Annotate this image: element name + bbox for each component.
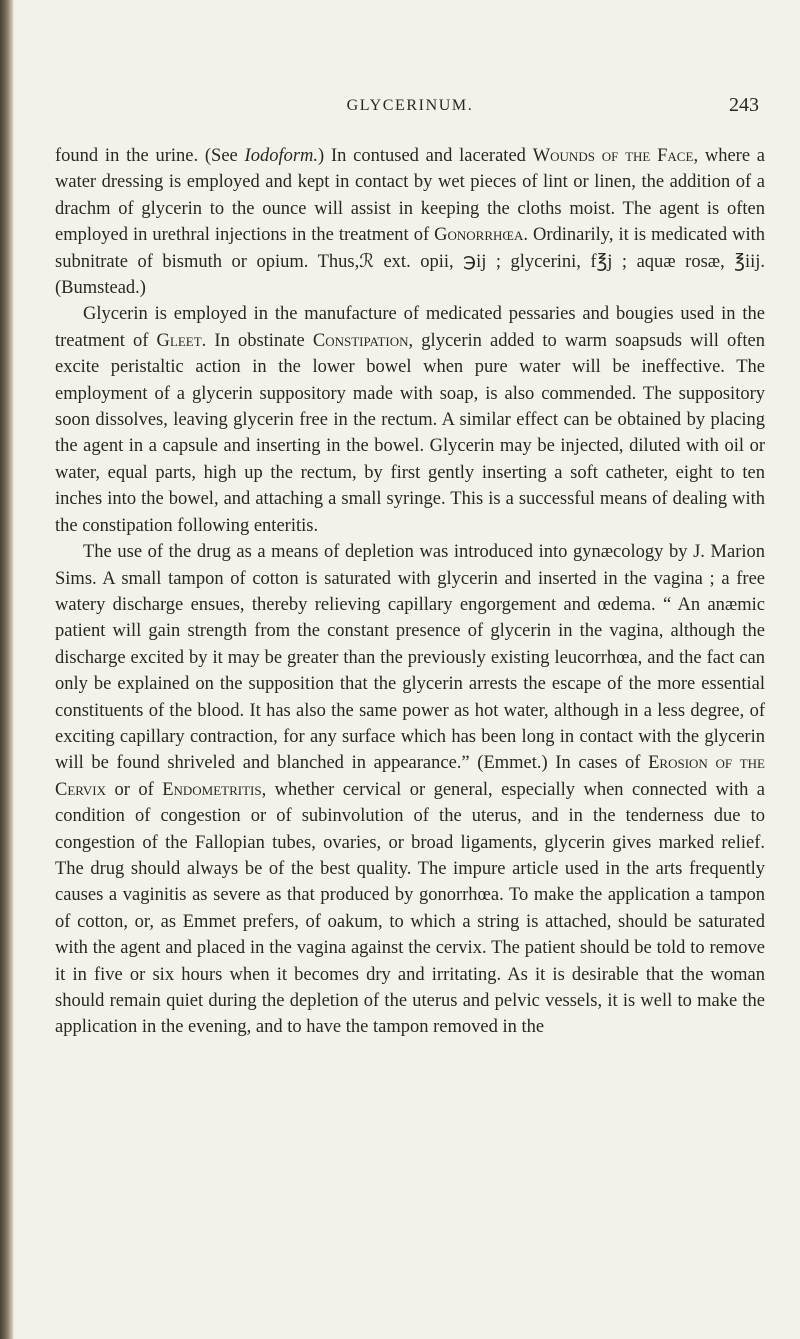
page-number: 243 (729, 94, 759, 116)
paragraph-wounds-gonorrhoea (55, 143, 765, 301)
small-caps-term: Endometritis (162, 779, 262, 800)
text-run: ) In contused and lacerated (318, 146, 533, 166)
book-page (55, 0, 765, 1339)
text-run: found in the urine. (See (55, 146, 245, 166)
small-caps-term: Constipation (312, 330, 409, 351)
small-caps-term: Erosion of the Cervix (55, 753, 765, 800)
text-run: or of (106, 779, 163, 800)
text-run: , where a water dressing is employed and kept in contact by wet pieces of lint or linen, the addition of a drachm of glycerin to the ounce will assist in keeping the cloths moist. The agent is often employed in urethral injections in the treatment of (55, 146, 766, 246)
small-caps-term: Gonorrhœa (434, 225, 524, 246)
small-caps-term: Wounds of the Face (532, 146, 694, 166)
body-text (55, 143, 765, 1041)
paragraph-gynaecology (55, 539, 765, 1041)
text-run: , glycerin added to warm soapsuds will often excite peristaltic action in the lower bowel when pure water will be ineffective. The employment of a glycerin suppository made with soap, is also commended. The suppository soon dissolves, leaving glycerin free in the rectum. A similar effect can be obtained by placing the agent in a capsule and inserting in the bowel. Glycerin may be injected, diluted with oil or water, equal parts, high up the rectum, by first gently inserting a soft catheter, eight to ten inches into the bowel, and attaching a small syringe. This is a successful means of dealing with the constipation following enteritis. (55, 330, 765, 536)
text-run: The use of the drug as a means of depletion was introduced into gynæcology by J. Marion Sims. A small tampon of cotton is saturated with glycerin and inserted in the vagina ; a free watery discharge ensues, thereby relieving capillary engorgement and œdema. “ An anæmic patient will gain strength from the constant presence of glycerin in the vagina, although the discharge excited by it may be greater than the previously existing leucorrhœa, and the fact can only be explained on the supposition that the glycerin arrests the escape of the more essential constituents of the blood. It has also the same power as hot water, although in a less degree, of exciting capillary contraction, for any surface which has been long in contact with the glycerin will be found shriveled and blanched in appearance.” (Emmet.) In cases of (55, 542, 765, 774)
paragraph-gleet-constipation (55, 301, 765, 539)
running-title: GLYCERINUM. (346, 97, 474, 114)
text-run: . Ordinarily, it is medicated with subnitrate of bismuth or opium. Thus,ℛ ext. opii, ℈ij ; glycerini, f℥j ; aquæ rosæ, ℥iij. (Bumstead.) (55, 225, 765, 299)
running-head (55, 94, 765, 123)
text-run: , whether cervical or general, especially when connected with a condition of congestion or of subinvolution of the uterus, and in the tenderness due to congestion of the Fallopian tubes, ovaries, or broad ligaments, glycerin gives marked relief. The drug should always be of the best quality. The impure article used in the arts frequently causes a vaginitis as severe as that produced by gonorrhœa. To make the application a tampon of cotton, or, as Emmet prefers, of oakum, to which a string is attached, should be saturated with the agent and placed in the vagina against the cervix. The patient should be told to remove it in five or six hours when it becomes dry and irritating. As it is desirable that the woman should remain quiet during the depletion of the uterus and pelvic vessels, it is well to make the application in the evening, and to have the tampon removed in the (55, 779, 765, 1038)
text-run: Glycerin is employed in the manufacture of medicated pessaries and bougies used in the treatment of (55, 304, 765, 351)
text-run: . In obstinate (201, 330, 313, 351)
book-binding-edge (0, 0, 14, 1339)
italic-reference: Iodoform. (244, 146, 319, 166)
small-caps-term: Gleet (156, 330, 202, 351)
